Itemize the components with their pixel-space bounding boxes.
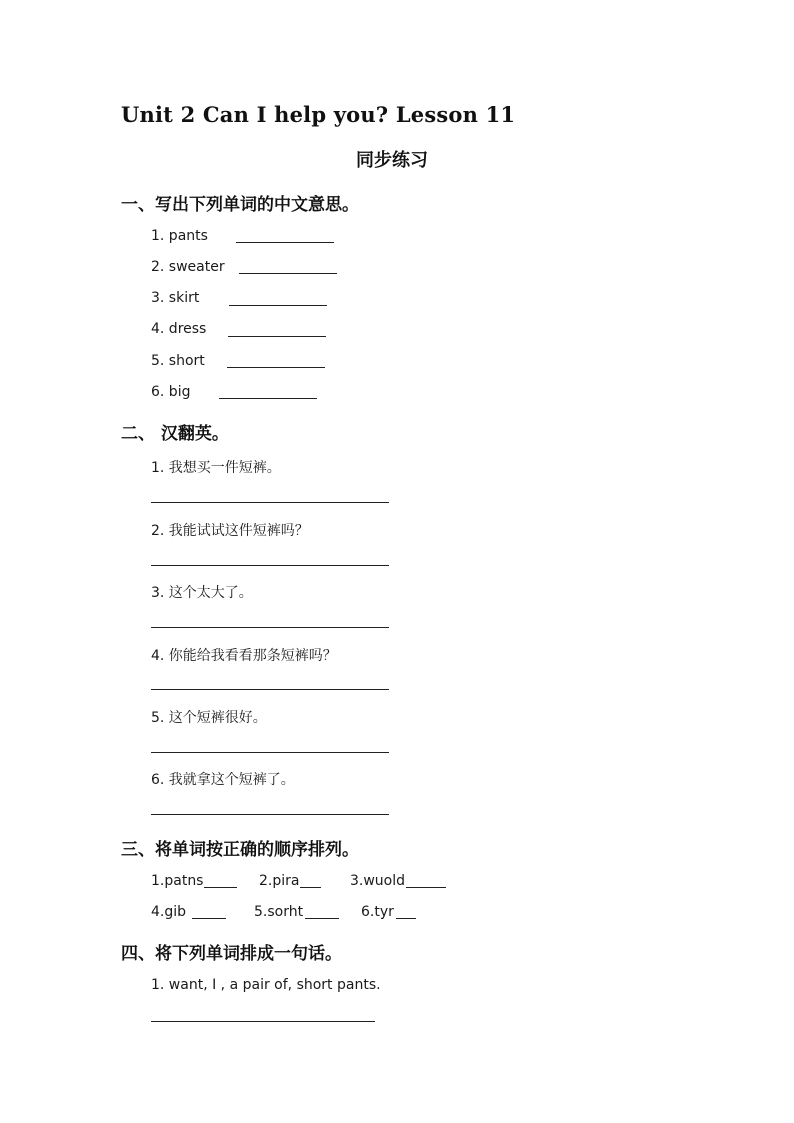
section-1-item-5: 5. short <box>151 353 205 369</box>
scramble-word-4: 4.gib <box>151 904 187 920</box>
answer-blank-3[interactable] <box>229 305 327 306</box>
scramble-blank-4[interactable] <box>192 918 226 919</box>
translation-line-2[interactable] <box>151 565 389 566</box>
section-2-item-4: 4. 你能给我看看那条短裤吗？ <box>151 648 337 664</box>
translation-line-1[interactable] <box>151 502 389 503</box>
answer-blank-6[interactable] <box>219 398 317 399</box>
scramble-word-5: 5.sorht <box>254 904 304 920</box>
answer-blank-1[interactable] <box>236 242 334 243</box>
section-4-heading: 四、将下列单词排成一句话。 <box>121 944 342 964</box>
section-1-item-3: 3. skirt <box>151 290 200 306</box>
answer-blank-5[interactable] <box>227 367 325 368</box>
scramble-blank-6[interactable] <box>396 918 416 919</box>
page-subtitle: 同步练习 <box>356 150 428 171</box>
translation-line-6[interactable] <box>151 814 389 815</box>
section-1-item-4: 4. dress <box>151 321 207 337</box>
translation-line-3[interactable] <box>151 627 389 628</box>
section-1-item-1: 1. pants <box>151 228 208 244</box>
answer-blank-4[interactable] <box>228 336 326 337</box>
scramble-blank-5[interactable] <box>305 918 339 919</box>
page-title: Unit 2 Can I help you? Lesson 11 <box>121 102 516 127</box>
section-2-item-3: 3. 这个太大了。 <box>151 585 253 601</box>
scramble-word-2: 2.pira <box>259 873 300 889</box>
scramble-word-1: 1.patns <box>151 873 204 889</box>
scramble-word-6: 6.tyr <box>361 904 394 920</box>
scramble-blank-2[interactable] <box>300 887 321 888</box>
section-2-item-1: 1. 我想买一件短裤。 <box>151 460 281 476</box>
section-2-item-5: 5. 这个短裤很好。 <box>151 710 267 726</box>
scramble-blank-3[interactable] <box>406 887 446 888</box>
section-2-heading: 二、 汉翻英。 <box>121 424 229 444</box>
section-1-heading: 一、写出下列单词的中文意思。 <box>121 195 359 215</box>
sentence-line-1[interactable] <box>151 1021 375 1022</box>
scramble-word-3: 3.wuold <box>350 873 406 889</box>
section-1-item-6: 6. big <box>151 384 191 400</box>
section-2-item-6: 6. 我就拿这个短裤了。 <box>151 772 295 788</box>
section-4-item-1: 1. want, I , a pair of, short pants. <box>151 977 381 993</box>
section-3-heading: 三、将单词按正确的顺序排列。 <box>121 840 359 860</box>
section-1-item-2: 2. sweater <box>151 259 225 275</box>
answer-blank-2[interactable] <box>239 273 337 274</box>
translation-line-5[interactable] <box>151 752 389 753</box>
section-2-item-2: 2. 我能试试这件短裤吗？ <box>151 523 309 539</box>
scramble-blank-1[interactable] <box>204 887 237 888</box>
translation-line-4[interactable] <box>151 689 389 690</box>
